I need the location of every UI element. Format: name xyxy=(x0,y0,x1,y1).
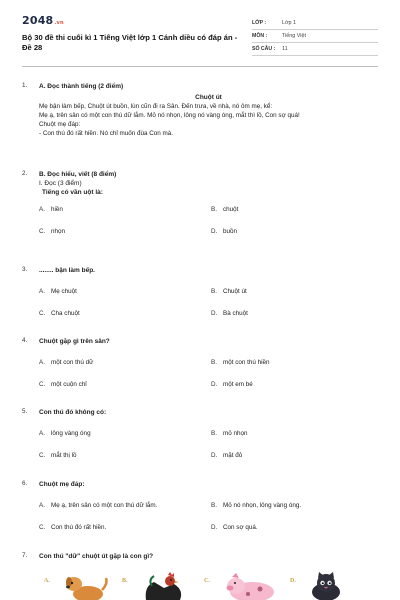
option-row xyxy=(39,381,378,403)
question-title: B. Đọc hiểu, viết (8 điểm) xyxy=(39,171,117,178)
option-letter: B. xyxy=(211,206,217,213)
option-text: mặt đỏ xyxy=(223,452,243,459)
option-a[interactable] xyxy=(39,359,93,366)
option-row xyxy=(39,452,378,474)
option-a[interactable] xyxy=(39,430,91,437)
option-c[interactable] xyxy=(39,228,65,235)
option-letter: D. xyxy=(211,381,218,388)
question-title: Con thú đó không có: xyxy=(39,409,107,416)
image-letter: D. xyxy=(290,578,296,584)
rooster-icon xyxy=(140,572,188,600)
story-line: - Con thú đó rất hiền. Nó chỉ muốn đùa Con mà. xyxy=(39,130,174,137)
option-c[interactable] xyxy=(39,452,77,459)
question-number: 1. xyxy=(22,82,28,89)
image-option-c[interactable] xyxy=(204,572,284,600)
image-letter: A. xyxy=(44,578,50,584)
dog-icon xyxy=(62,572,110,600)
question-number: 6. xyxy=(22,480,28,487)
question-prompt: Tiếng có vần uột là: xyxy=(42,189,103,196)
option-row xyxy=(39,502,378,524)
story-line: Chuột mẹ đáp: xyxy=(39,121,81,128)
pig-icon xyxy=(220,572,280,600)
option-a[interactable] xyxy=(39,288,77,295)
option-letter: C. xyxy=(39,381,46,388)
option-row xyxy=(39,524,378,546)
option-letter: D. xyxy=(211,524,218,531)
image-options xyxy=(22,572,382,600)
question-body xyxy=(39,82,378,138)
question-3 xyxy=(22,266,378,332)
option-d[interactable] xyxy=(211,524,258,531)
option-letter: A. xyxy=(39,206,45,213)
option-text: Mẹ ạ, trên sân có một con thú dữ lắm. xyxy=(51,502,158,509)
image-letter: C. xyxy=(204,578,210,584)
meta-box xyxy=(252,17,378,56)
logo-text: 2048 xyxy=(22,14,54,27)
option-text: lông vàng óng xyxy=(51,430,91,437)
meta-label: LỚP : xyxy=(252,20,267,26)
option-row xyxy=(39,310,378,332)
option-letter: A. xyxy=(39,502,45,509)
image-option-a[interactable] xyxy=(44,572,114,600)
question-title: ........ bận làm bếp. xyxy=(39,267,95,274)
option-d[interactable] xyxy=(211,452,242,459)
option-text: một con thú hiền xyxy=(223,359,270,366)
site-logo[interactable] xyxy=(22,14,244,27)
option-text: một con thú dữ xyxy=(51,359,94,366)
option-letter: A. xyxy=(39,288,45,295)
option-letter: A. xyxy=(39,359,45,366)
option-row xyxy=(39,359,378,381)
option-text: buồn xyxy=(223,228,238,235)
option-text: Cha chuột xyxy=(51,310,80,317)
question-number: 5. xyxy=(22,408,28,415)
question-number: 3. xyxy=(22,266,28,273)
option-text: Chuột út xyxy=(223,288,247,295)
story-line: Mẹ bận làm bếp, Chuột út buồn, lùn cũn đi ra Sân. Đến trưa, về nhà, nó ôm mẹ, kể: xyxy=(39,103,273,110)
option-d[interactable] xyxy=(211,381,253,388)
option-b[interactable] xyxy=(211,288,247,295)
cat-icon xyxy=(306,572,346,600)
option-text: Con thú đó rất hiền. xyxy=(51,524,107,531)
question-body xyxy=(39,337,378,403)
meta-value: 11 xyxy=(282,46,288,52)
option-d[interactable] xyxy=(211,228,237,235)
option-c[interactable] xyxy=(39,381,87,388)
option-text: Con sợ quá. xyxy=(223,524,258,531)
question-number: 2. xyxy=(22,170,28,177)
question-1 xyxy=(22,82,378,138)
option-letter: C. xyxy=(39,310,46,317)
header-divider xyxy=(22,66,378,67)
document-title: Bộ 30 đề thi cuối kì 1 Tiếng Việt lớp 1 Cánh diều có đáp án - Đề 28 xyxy=(22,33,238,52)
option-row xyxy=(39,206,378,228)
option-b[interactable] xyxy=(211,502,301,509)
option-text: Bà chuột xyxy=(223,310,248,317)
meta-row-count xyxy=(252,43,378,56)
option-letter: B. xyxy=(211,359,217,366)
image-option-d[interactable] xyxy=(290,572,370,600)
option-row xyxy=(39,288,378,310)
question-body xyxy=(39,408,378,474)
option-letter: D. xyxy=(211,310,218,317)
option-row xyxy=(39,228,378,250)
page-header xyxy=(22,14,378,56)
option-letter: A. xyxy=(39,430,45,437)
option-text: chuột xyxy=(223,206,239,213)
question-number: 7. xyxy=(22,552,28,559)
option-a[interactable] xyxy=(39,502,157,509)
option-letter: D. xyxy=(211,228,218,235)
option-b[interactable] xyxy=(211,359,270,366)
option-letter: D. xyxy=(211,452,218,459)
question-subtitle: I. Đọc (3 điểm) xyxy=(39,180,82,187)
option-text: mỏ nhọn xyxy=(223,430,248,437)
option-a[interactable] xyxy=(39,206,63,213)
option-letter: B. xyxy=(211,288,217,295)
question-body xyxy=(39,170,378,250)
logo-tld: .vn xyxy=(54,20,64,26)
option-text: nhọn xyxy=(51,228,66,235)
story-line: Mẹ ạ, trên sân có một con thú dữ lắm. Mỏ nó nhọn, lông nó vàng óng, mắt thì lồ, Con sợ quá! xyxy=(39,112,300,119)
question-body xyxy=(39,266,378,332)
question-title: Chuột mẹ đáp: xyxy=(39,481,85,488)
question-5 xyxy=(22,408,378,474)
option-c[interactable] xyxy=(39,524,106,531)
question-body xyxy=(39,480,378,546)
option-letter: C. xyxy=(39,452,46,459)
option-text: hiền xyxy=(51,206,63,213)
option-text: mắt thị lồ xyxy=(51,452,77,459)
meta-label: MÔN : xyxy=(252,33,268,39)
option-d[interactable] xyxy=(211,310,248,317)
question-title: Chuột gặp gì trên sân? xyxy=(39,338,110,345)
question-title: A. Đọc thành tiếng (2 điểm) xyxy=(39,83,124,90)
meta-row-class xyxy=(252,17,378,30)
question-body xyxy=(39,552,378,561)
option-c[interactable] xyxy=(39,310,80,317)
option-text: một cuộn chỉ xyxy=(51,381,87,388)
option-letter: C. xyxy=(39,524,46,531)
header-left xyxy=(22,14,244,53)
option-text: một em bé xyxy=(223,381,253,388)
meta-row-subject xyxy=(252,30,378,43)
meta-value: Tiếng Việt xyxy=(282,33,306,39)
question-6 xyxy=(22,480,378,546)
story-title: Chuột út xyxy=(195,94,222,101)
option-letter: B. xyxy=(211,430,217,437)
option-letter: C. xyxy=(39,228,46,235)
question-2 xyxy=(22,170,378,250)
option-b[interactable] xyxy=(211,206,238,213)
question-number: 4. xyxy=(22,337,28,344)
option-b[interactable] xyxy=(211,430,248,437)
option-text: Mỏ nó nhọn, lông vàng óng. xyxy=(223,502,302,509)
question-7 xyxy=(22,552,378,561)
option-text: Mẹ chuột xyxy=(51,288,77,295)
meta-value: Lớp 1 xyxy=(282,20,297,26)
question-4 xyxy=(22,337,378,403)
image-option-b[interactable] xyxy=(122,572,192,600)
option-row xyxy=(39,430,378,452)
image-letter: B. xyxy=(122,578,128,584)
option-letter: B. xyxy=(211,502,217,509)
meta-label: SỐ CÂU : xyxy=(252,46,276,52)
question-title: Con thú "dữ" chuột út gặp là con gì? xyxy=(39,553,154,560)
